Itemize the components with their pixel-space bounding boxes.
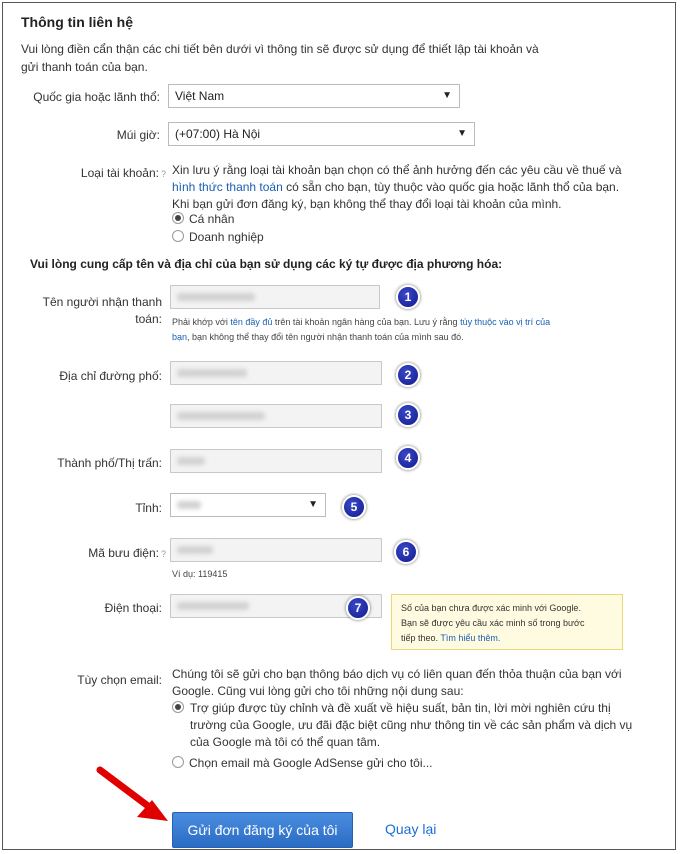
email-intro-line1: Chúng tôi sẽ gửi cho bạn thông báo dịch vụ có liên quan đến thỏa thuận của bạn với: [172, 667, 622, 681]
email-option1-text: [190, 700, 660, 751]
city-input[interactable]: [170, 449, 382, 473]
redacted-value: [177, 293, 255, 301]
country-select[interactable]: [168, 84, 460, 108]
payee-label-line1: Tên người nhận thanh: [42, 295, 162, 309]
timezone-label: Múi giờ:: [116, 128, 160, 142]
account-type-description: [172, 162, 642, 213]
radio-unchecked-icon: [172, 230, 184, 242]
learn-more-link[interactable]: Tìm hiểu thêm.: [440, 633, 501, 643]
marker-1: 1: [396, 285, 420, 309]
full-name-link[interactable]: tên đầy đủ: [230, 317, 273, 327]
location-link[interactable]: tùy thuộc vào vị trí của: [460, 317, 551, 327]
street-input-1[interactable]: [170, 361, 382, 385]
email-option2-label: Chọn email mà Google AdSense gửi cho tôi...: [189, 756, 433, 770]
note-line1: Số của bạn chưa được xác minh với Google.: [401, 603, 581, 613]
radio-email-option1[interactable]: [172, 701, 189, 715]
street-input-2[interactable]: [170, 404, 382, 428]
marker-2: 2: [396, 363, 420, 387]
account-type-line1: Xin lưu ý rằng loại tài khoản bạn chọn có thể ảnh hưởng đến các yêu cầu về thuế và: [172, 163, 622, 177]
submit-button[interactable]: Gửi đơn đăng ký của tôi: [172, 812, 353, 848]
account-type-line2: [172, 179, 642, 196]
country-value: Việt Nam: [175, 89, 225, 103]
account-type-label-group: [20, 166, 166, 180]
payee-hint-line2: [172, 330, 632, 345]
red-arrow-icon: [92, 762, 172, 824]
marker-5: 5: [342, 495, 366, 519]
radio-individual[interactable]: [172, 211, 234, 228]
marker-7: 7: [346, 596, 370, 620]
note-line2: Bạn sẽ được yêu cầu xác minh số trong bước: [401, 618, 585, 628]
email-intro: [172, 666, 652, 700]
payee-label: [20, 294, 162, 328]
email-option1-line1: Trợ giúp được tùy chỉnh và đề xuất về hiệu suất, bản tin, lời mời nghiên cứu thị: [190, 701, 611, 715]
redacted-value: [177, 602, 249, 610]
radio-business[interactable]: [172, 229, 264, 246]
radio-individual-label: Cá nhân: [189, 212, 235, 226]
redacted-value: [177, 369, 247, 377]
email-label: Tùy chọn email:: [77, 673, 162, 687]
marker-6: 6: [394, 540, 418, 564]
email-option1-line2: trường của Google, ưu đãi đặc biệt cũng như thông tin về các sản phẩm và dịch vụ: [190, 718, 633, 732]
payee-hint-text2: trên tài khoản ngân hàng của bạn. Lưu ý rằng: [274, 317, 458, 327]
payee-label-line2: toán:: [135, 312, 162, 326]
radio-business-label: Doanh nghiệp: [189, 230, 264, 244]
postal-input[interactable]: [170, 538, 382, 562]
location-link-continued[interactable]: bạn: [172, 332, 188, 342]
street-label: Địa chỉ đường phố:: [59, 369, 162, 383]
redacted-value: [177, 546, 213, 554]
payee-hint: [172, 315, 632, 345]
section-title: Thông tin liên hệ: [21, 14, 133, 30]
note-line3-text: tiếp theo.: [401, 633, 439, 643]
postal-label-group: [20, 546, 166, 560]
intro-text: Vui lòng điền cẩn thận các chi tiết bên dưới vì thông tin sẽ được sử dụng để thiết lập tài khoản và gửi thanh toán của bạn.: [21, 42, 539, 74]
radio-unchecked-icon: [172, 756, 184, 768]
note-line3: [401, 631, 613, 646]
marker-4: 4: [396, 446, 420, 470]
payee-hint-text3: , bạn không thể thay đổi tên người nhận thanh toán của mình sau đó.: [187, 332, 464, 342]
payee-name-input[interactable]: [170, 285, 380, 309]
redacted-value: [177, 501, 201, 509]
redacted-value: [177, 457, 205, 465]
localized-heading: Vui lòng cung cấp tên và địa chỉ của bạn sử dụng các ký tự được địa phương hóa:: [30, 257, 503, 271]
postal-example: Ví dụ: 119415: [172, 569, 228, 579]
timezone-value: (+07:00) Hà Nội: [175, 127, 261, 141]
country-label: Quốc gia hoặc lãnh thổ:: [33, 90, 160, 104]
help-icon[interactable]: ?: [160, 549, 166, 559]
dropdown-arrow-icon: ▼: [442, 90, 452, 101]
email-intro-line2: Google. Cũng vui lòng gửi cho tôi những nội dung sau:: [172, 684, 464, 698]
account-type-line2-text: có sẵn cho bạn, tùy thuộc vào quốc gia hoặc lãnh thổ của bạn.: [286, 180, 620, 194]
account-type-line3: Khi bạn gửi đơn đăng ký, bạn không thể thay đổi loại tài khoản của mình.: [172, 197, 562, 211]
province-select[interactable]: [170, 493, 326, 517]
account-type-label: Loại tài khoản:: [80, 166, 159, 180]
phone-verification-note: [391, 594, 623, 650]
postal-label: Mã bưu điện:: [88, 546, 159, 560]
dropdown-arrow-icon: ▼: [457, 128, 467, 139]
email-option1-line3: của Google mà tôi có thể quan tâm.: [190, 735, 381, 749]
phone-label: Điện thoại:: [104, 601, 162, 615]
payee-hint-line1: [172, 315, 632, 330]
payment-methods-link[interactable]: hình thức thanh toán: [172, 180, 283, 194]
dropdown-arrow-icon: ▼: [308, 499, 318, 510]
radio-email-option2[interactable]: [172, 755, 433, 772]
payee-hint-text1: Phải khớp với: [172, 317, 228, 327]
marker-3: 3: [396, 403, 420, 427]
radio-checked-icon: [172, 212, 184, 224]
province-label: Tỉnh:: [135, 501, 162, 515]
radio-checked-icon: [172, 701, 184, 713]
timezone-select[interactable]: [168, 122, 475, 146]
city-label: Thành phố/Thị trấn:: [57, 456, 162, 470]
help-icon[interactable]: ?: [160, 169, 166, 179]
back-link[interactable]: Quay lại: [385, 821, 437, 837]
redacted-value: [177, 412, 265, 420]
